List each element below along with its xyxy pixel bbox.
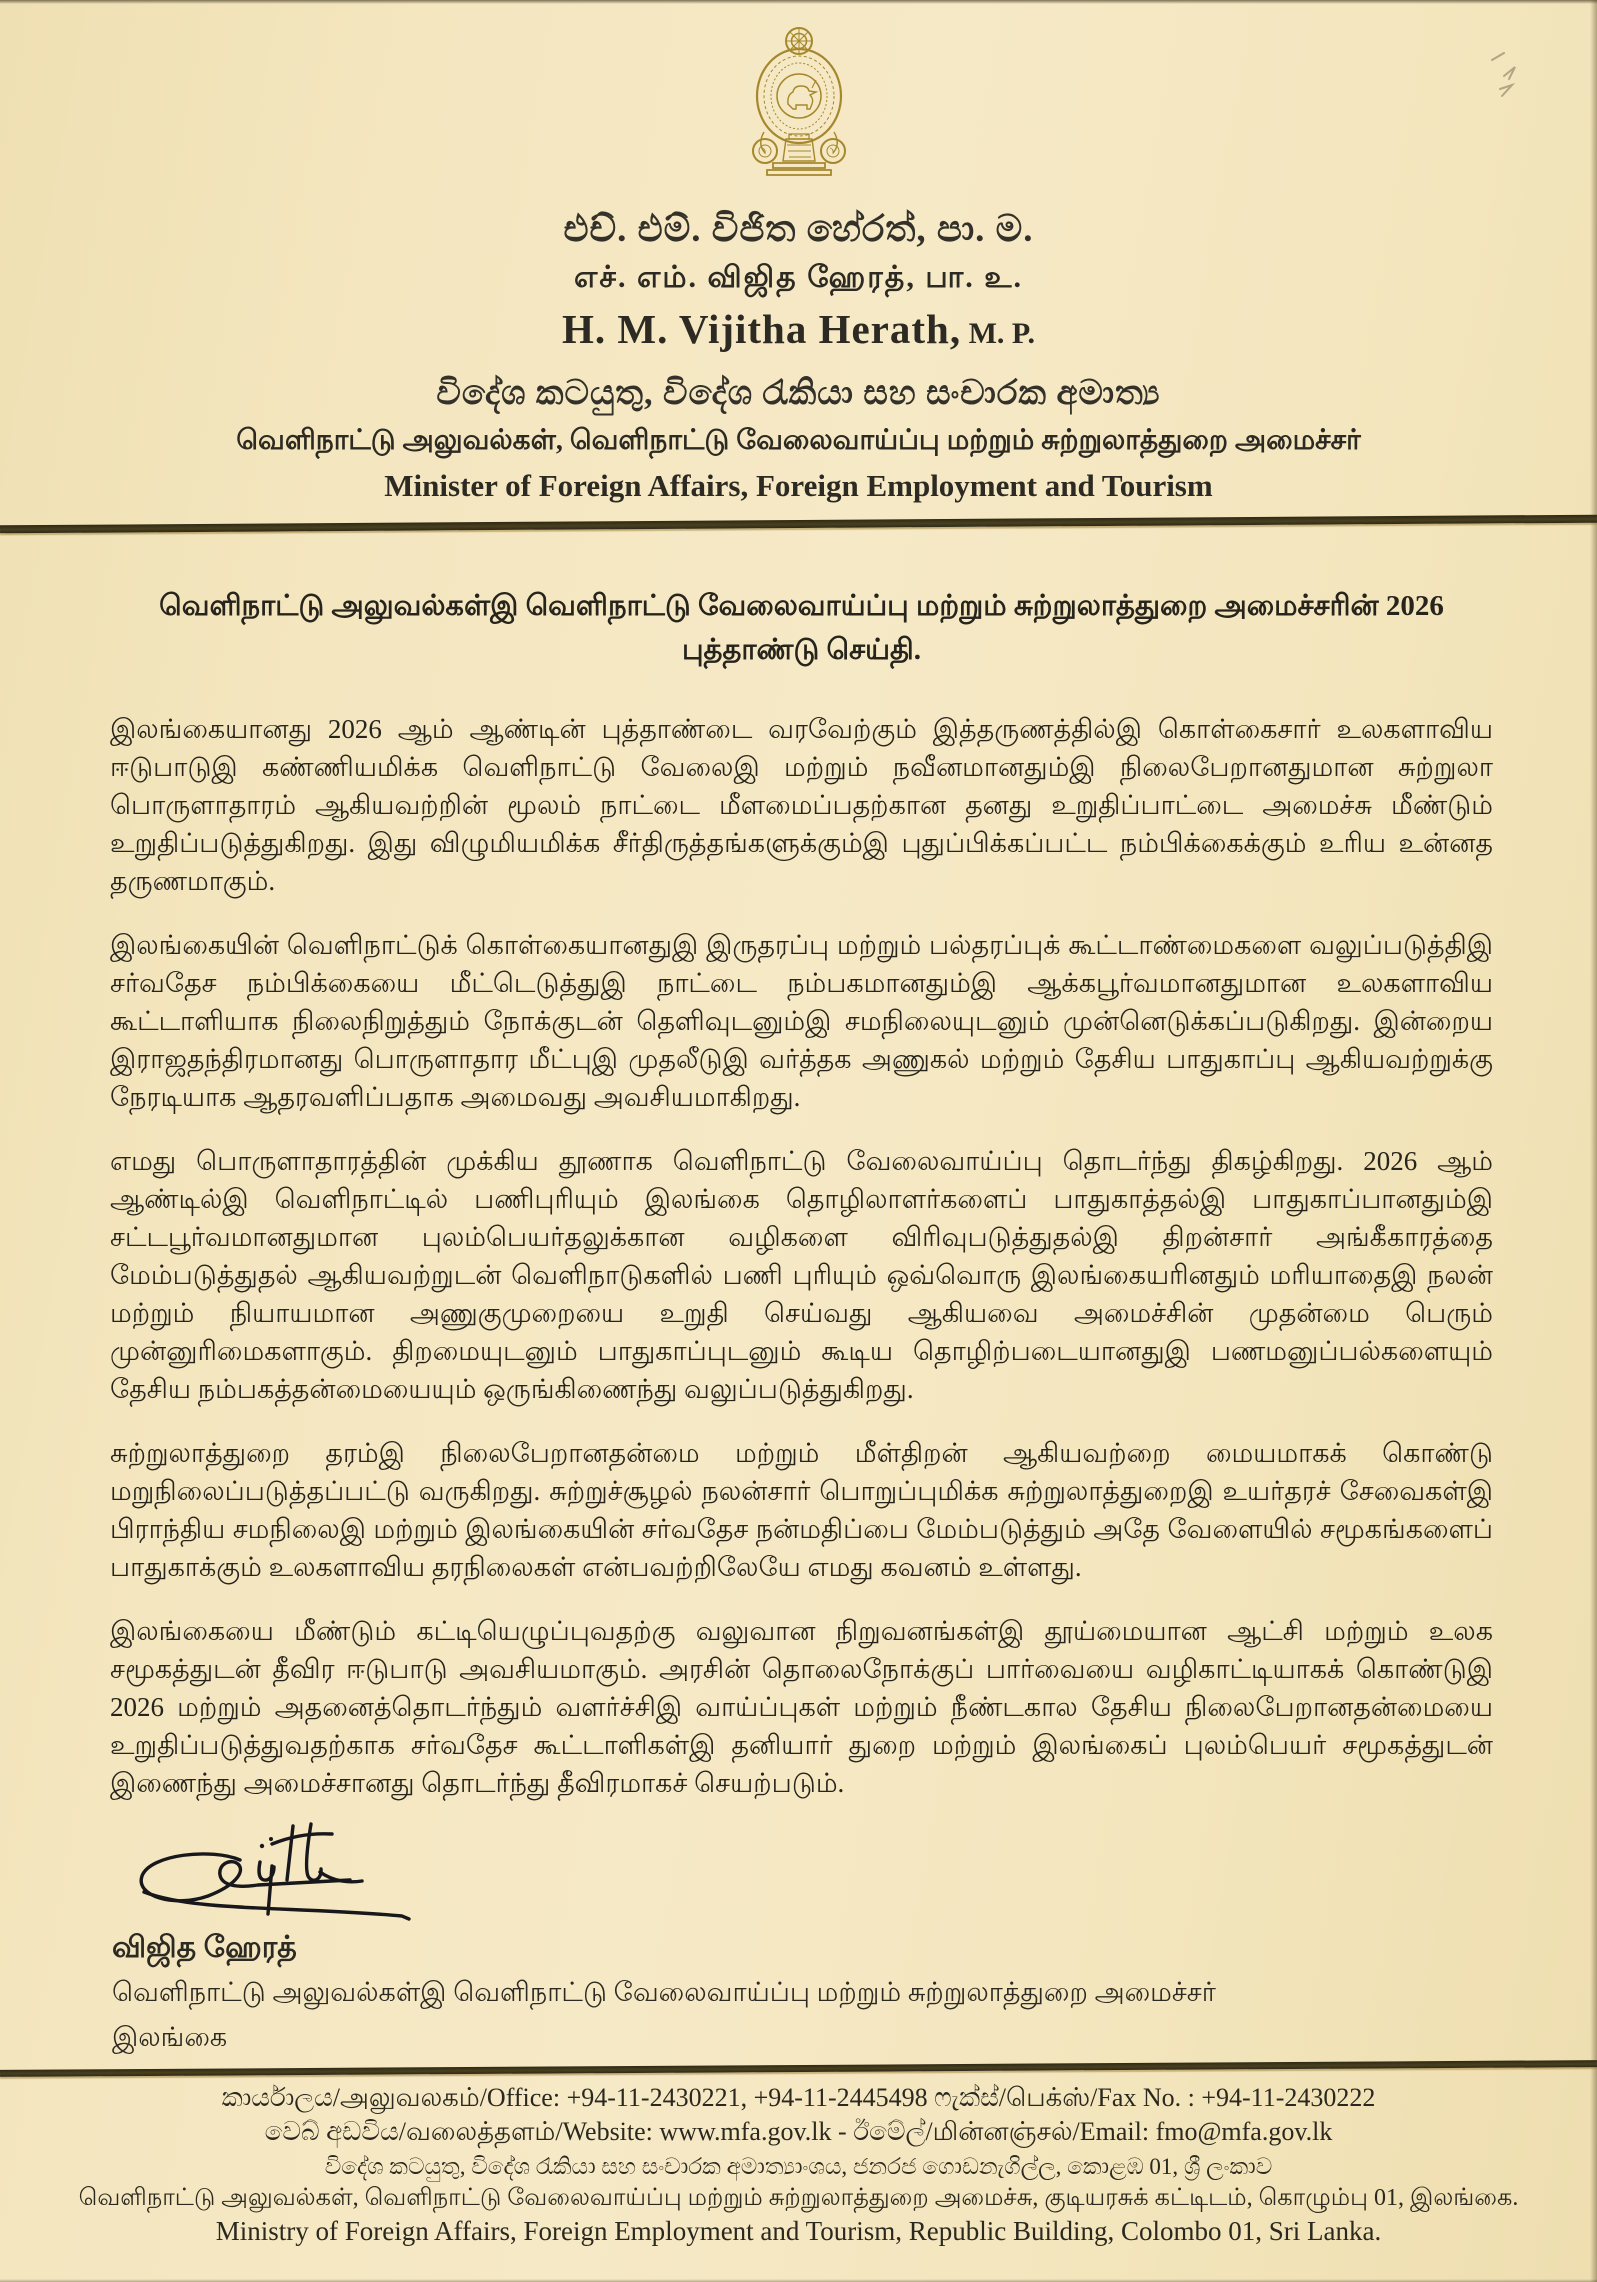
minister-postnominal: M. P.: [961, 317, 1035, 350]
ministry-title-english: Minister of Foreign Affairs, Foreign Employment and Tourism: [384, 468, 1213, 503]
minister-name-tamil: எச். எம். விஜித ஹேரத், பா. உ.: [573, 261, 1024, 294]
footer-website-email: වෙබ් අඩවිය/வலைத்தளம்/Website: www.mfa.gov.lk - ඊමේල්/மின்னஞ்சல்/Email: fmo@mfa.gov.lk: [264, 2117, 1333, 2146]
letter-heading: [110, 584, 1493, 672]
letter-paragraph-2: இலங்கையின் வெளிநாட்டுக் கொள்கையானதுஇ இருதரப்பு மற்றும் பல்தரப்புக் கூட்டாண்மைகளை வலுப்படுத்திஇ சர்வதேச நம்பிக்கையை மீட்டெடுத்துஇ நாட்டை நம்பகமானதும்இ ஆக்கபூர்வமானதுமான உலகளாவிய கூட்டாளியாக நிலைநிறுத்தும் நோக்குடன் தெளிவுடனும்இ சமநிலையுடனும் முன்னெடுக்கப்படுகிறது. இன்றைய இராஜதந்திரமானது பொருளாதார மீட்புஇ முதலீடுஇ வர்த்தக அணுகல் மற்றும் தேசிய பாதுகாப்பு ஆகியவற்றுக்கு நேரடியாக ஆதரவளிப்பதாக அமைவது அவசியமாகிறது.: [110, 930, 1493, 1112]
footer-contact-block: [0, 2082, 1597, 2247]
letter-paragraph-4: சுற்றுலாத்துறை தரம்இ நிலைபேறானதன்மை மற்றும் மீள்திறன் ஆகியவற்றை மையமாகக் கொண்டு மறுநிலைப்படுத்தப்பட்டு வருகிறது. சுற்றுச்சூழல் நலன்சார் பொறுப்புமிக்க சுற்றுலாத்துறைஇ உயர்தரச் சேவைகள்இ பிராந்திய சமநிலைஇ மற்றும் இலங்கையின் சர்வதேச நன்மதிப்பை மேம்படுத்தும் அதே வேளையில் சமூகங்களைப் பாதுகாக்கும் உலகளாவிய தரநிலைகள் என்பவற்றிலேயே எமது கவனம் உள்ளது.: [110, 1438, 1493, 1582]
signature-block: [112, 1822, 1597, 2057]
signatory-name: விஜித ஹேரத்: [112, 1931, 297, 1964]
footer-address-tamil: வெளிநாட்டு அலுவல்கள், வெளிநாட்டு வேலைவாய்ப்பு மற்றும் சுற்றுலாத்துறை அமைச்சு, குடியரசுக் கட்டிடம், கொழும்பு 01, இலங்கை.: [78, 2185, 1519, 2211]
letterhead-divider-rule: [0, 515, 1597, 534]
letterhead: [0, 24, 1597, 504]
letter-heading-line1: வெளிநாட்டு அலுவல்கள்இ வெளிநாட்டு வேலைவாய்ப்பு மற்றும் சுற்றுலாத்துறை அமைச்சரின் 2026: [159, 590, 1444, 622]
letter-paragraph-5: இலங்கையை மீண்டும் கட்டியெழுப்புவதற்கு வலுவான நிறுவனங்கள்இ தூய்மையான ஆட்சி மற்றும் உலக சமூகத்துடன் தீவிர ஈடுபாடு அவசியமாகும். அரசின் தொலைநோக்குப் பார்வையை வழிகாட்டியாகக் கொண்டுஇ 2026 மற்றும் அதனைத்தொடர்ந்தும் வளர்ச்சிஇ வாய்ப்புகள் மற்றும் நீண்டகால தேசிய நிலைபேறானதன்மையை உறுதிப்படுத்துவதற்காக சர்வதேச கூட்டாளிகள்இ தனியார் துறை மற்றும் இலங்கைப் புலம்பெயர் சமூகத்துடன் இணைந்து அமைச்சானது தொடர்ந்து தீவிரமாகச் செயற்படும்.: [110, 1616, 1493, 1798]
letter-body: [0, 584, 1597, 1802]
pencil-mark-artifact: [1482, 38, 1542, 118]
letter-paragraph-3: எமது பொருளாதாரத்தின் முக்கிய தூணாக வெளிநாட்டு வேலைவாய்ப்பு தொடர்ந்து திகழ்கிறது. 2026 ஆம் ஆண்டில்இ வெளிநாட்டில் பணிபுரியும் இலங்கை தொழிலாளர்களைப் பாதுகாத்தல்இ பாதுகாப்பானதும்இ சட்டபூர்வமானதுமான புலம்பெயர்தலுக்கான வழிகளை விரிவுபடுத்துதல்இ திறன்சார் அங்கீகாரத்தை மேம்படுத்துதல் ஆகியவற்றுடன் வெளிநாடுகளில் பணி புரியும் ஒவ்வொரு இலங்கையரினதும் மரியாதைஇ நலன் மற்றும் நியாயமான அணுகுமுறையை உறுதி செய்வது ஆகியவை அமைச்சின் முதன்மை பெரும் முன்னுரிமைகளாகும். திறமையுடனும் பாதுகாப்புடனும் கூடிய தொழிற்படையானதுஇ பணமனுப்பல்களையும் தேசிய நம்பகத்தன்மையையும் ஒருங்கிணைந்து வலுப்படுத்துகிறது.: [110, 1146, 1493, 1404]
scan-edge-top: [0, 0, 1597, 4]
scan-edge-right: [1590, 0, 1597, 2282]
minister-name-sinhala: එච්. එම්. විජිත හේරත්, පා. ම.: [563, 209, 1034, 250]
footer-office-phone-fax: කාර්යාලය/அலுவலகம்/Office: +94-11-2430221, +94-11-2445498 ෆැක්ස්/பெக்ஸ்/Fax No. : +94-11-2430222: [221, 2083, 1376, 2112]
letter-heading-line2: புத்தாண்டு செய்தி.: [681, 634, 922, 666]
ministry-title-sinhala: විදේශ කටයුතු, විදේශ රැකියා සහ සංචාරක අමාත්‍ය: [436, 375, 1161, 412]
signatory-title: வெளிநாட்டு அலுவல்கள்இ வெளிநாட்டு வேலைவாய்ப்பு மற்றும் சுற்றுலாத்துறை அமைச்சர்: [112, 1977, 1216, 2007]
signatory-country: இலங்கை: [112, 2022, 228, 2052]
footer-address-english: Ministry of Foreign Affairs, Foreign Employment and Tourism, Republic Building, Colombo 01, Sri Lanka.: [215, 2216, 1382, 2246]
handwritten-signature: [112, 1822, 412, 1922]
footer-address-sinhala: විදේශ කටයුතු, විදේශ රැකියා සහ සංචාරක අමාත්‍යාංශය, ජනරජ ගොඩනැගිල්ල, කොළඹ 01, ශ්‍රී ලංකාව: [324, 2154, 1273, 2179]
sri-lanka-emblem-icon: [744, 24, 854, 178]
minister-name-english-main: H. M. Vijitha Herath,: [562, 306, 962, 352]
minister-name-english: [0, 305, 1597, 353]
footer-divider-rule: [0, 2060, 1597, 2077]
ministry-title-tamil: வெளிநாட்டு அலுவல்கள், வெளிநாட்டு வேலைவாய்ப்பு மற்றும் சுற்றுலாத்துறை அமைச்சர்: [236, 425, 1361, 456]
letter-paragraph-1: இலங்கையானது 2026 ஆம் ஆண்டின் புத்தாண்டை வரவேற்கும் இத்தருணத்தில்இ கொள்கைசார் உலகளாவிய ஈடுபாடுஇ கண்ணியமிக்க வெளிநாட்டு வேலைஇ மற்றும் நவீனமானதும்இ நிலைபேறானதுமான சுற்றுலா பொருளாதாரம் ஆகியவற்றின் மூலம் நாட்டை மீளமைப்பதற்கான தனது உறுதிப்பாட்டை அமைச்சு மீண்டும் உறுதிப்படுத்துகிறது. இது விழுமியமிக்க சீர்திருத்தங்களுக்கும்இ புதுப்பிக்கப்பட்ட நம்பிக்கைக்கும் உரிய உன்னத தருணமாகும்.: [110, 714, 1493, 896]
